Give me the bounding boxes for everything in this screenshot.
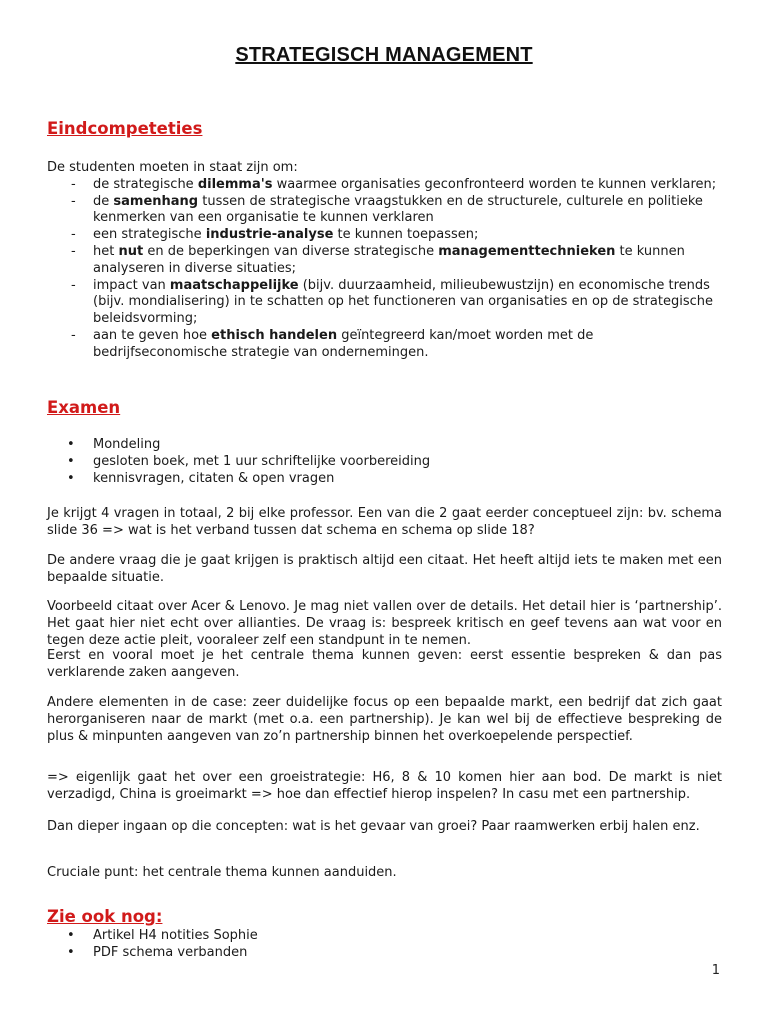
exam-paragraph-8: Cruciale punt: het centrale thema kunnen aanduiden.	[47, 865, 397, 880]
exam-bullets	[47, 437, 722, 487]
list-item: - het nut en de beperkingen van diverse strategische managementtechnieken te kunnen analyseren in diverse situaties;	[47, 244, 722, 278]
exam-list	[47, 437, 722, 487]
page-number: 1	[711, 963, 720, 978]
list-item: • kennisvragen, citaten & open vragen	[47, 471, 722, 488]
exam-paragraph-5: Andere elementen in de case: zeer duidelijke focus op een bepaalde markt, een bedrijf dat zich gaat herorganiseren naar de markt (met o.a. een partnership). Je kan wel bij de effectieve bespreking de plus & minpunten aangeven van zo’n partnership binnen het overkoepelende perspectief.	[47, 695, 722, 744]
exam-paragraph-1: Je krijgt 4 vragen in totaal, 2 bij elke professor. Een van die 2 gaat eerder conceptueel zijn: bv. schema slide 36 => wat is het verband tussen dat schema en schema op slide 18?	[47, 506, 722, 538]
exam-paragraph-6: => eigenlijk gaat het over een groeistrategie: H6, 8 & 10 komen hier aan bod. De markt is niet verzadigd, China is groeimarkt => hoe dan effectief hierop inspelen? In casu met een partnership.	[47, 770, 722, 802]
exam-paragraph-3: Voorbeeld citaat over Acer & Lenovo. Je mag niet vallen over de details. Het detail hier is ‘partnership’. Het gaat hier niet echt over allianties. De vraag is: bespreek kritisch en geef tevens aan wat voor en tegen deze actie pleit, vooraleer zelf een standpunt in te nemen.	[47, 599, 722, 648]
competencies-intro: De studenten moeten in staat zijn om:	[47, 160, 298, 175]
list-item: - aan te geven hoe ethisch handelen geïntegreerd kan/moet worden met de bedrijfseconomische strategie van ondernemingen.	[47, 328, 722, 362]
see-also-list	[47, 928, 722, 962]
list-item: - de samenhang tussen de strategische vraagstukken en de structurele, culturele en politieke kenmerken van een organisatie te kunnen verklaren	[47, 194, 722, 228]
heading-zie-ook-nog: Zie ook nog:	[47, 907, 163, 926]
list-item: - de strategische dilemma's waarmee organisaties geconfronteerd worden te kunnen verklaren;	[47, 177, 722, 194]
page-title: STRATEGISCH MANAGEMENT	[235, 44, 533, 66]
list-item: • gesloten boek, met 1 uur schriftelijke voorbereiding	[47, 454, 722, 471]
heading-eindcompeteties: Eindcompeteties	[47, 119, 203, 138]
exam-paragraph-2: De andere vraag die je gaat krijgen is praktisch altijd een citaat. Het heeft altijd iets te maken met een bepaalde situatie.	[47, 553, 722, 585]
list-item: • PDF schema verbanden	[47, 945, 722, 962]
heading-examen: Examen	[47, 398, 121, 417]
list-item: • Mondeling	[47, 437, 722, 454]
exam-paragraph-7: Dan dieper ingaan op die concepten: wat is het gevaar van groei? Paar raamwerken erbij halen enz.	[47, 819, 700, 834]
list-item: - een strategische industrie-analyse te kunnen toepassen;	[47, 227, 722, 244]
see-also-bullets	[47, 928, 722, 962]
exam-paragraph-4: Eerst en vooral moet je het centrale thema kunnen geven: eerst essentie bespreken & dan pas verklarende zaken aangeven.	[47, 648, 722, 680]
list-item: - impact van maatschappelijke (bijv. duurzaamheid, milieubewustzijn) en economische trends (bijv. mondialisering) in te schatten op het functioneren van organisaties en op de strategische beleidsvorming;	[47, 278, 722, 328]
competencies-block	[47, 160, 722, 362]
list-item: • Artikel H4 notities Sophie	[47, 928, 722, 945]
competencies-list	[47, 177, 722, 362]
